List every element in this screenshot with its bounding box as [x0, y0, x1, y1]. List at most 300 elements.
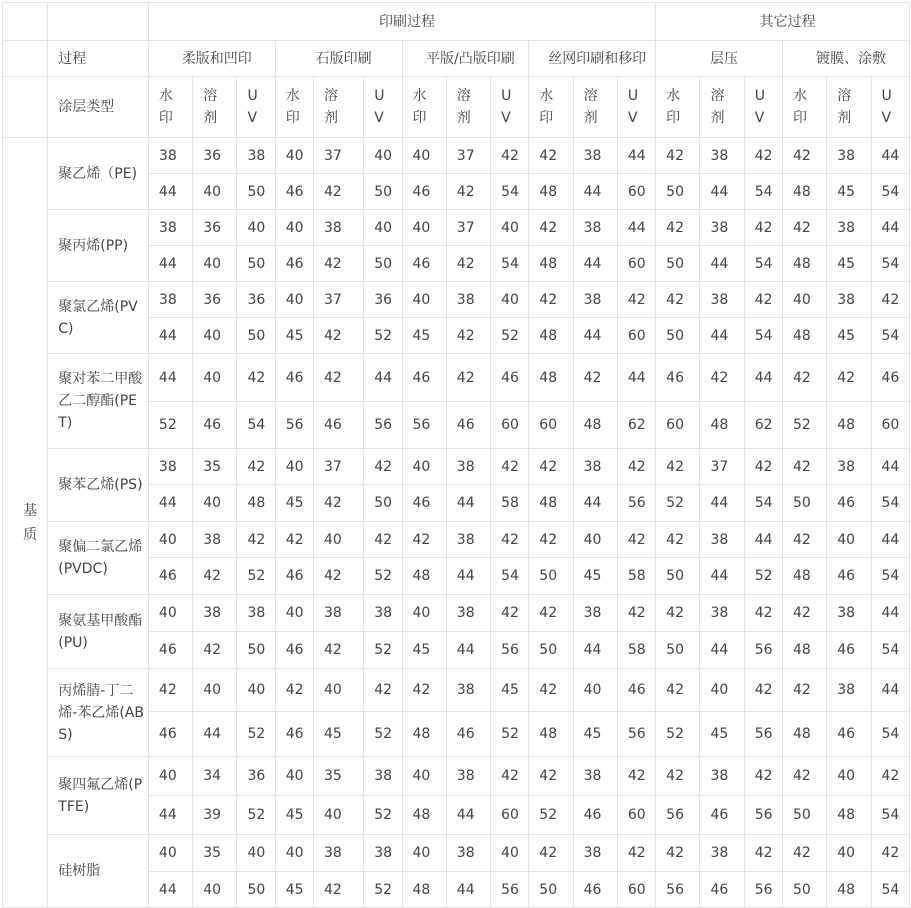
substrate-name: 聚四氟乙烯(PTFE) — [48, 757, 149, 835]
value-cell: 42 — [529, 210, 573, 246]
value-cell: 44 — [446, 796, 490, 835]
value-cell: 56 — [617, 485, 655, 522]
value-cell: 46 — [275, 246, 313, 282]
coating-type-char: 剂 — [583, 110, 598, 126]
process-header: 石版印刷 — [275, 41, 402, 77]
coating-type-label: 涂层类型 — [48, 77, 149, 138]
value-cell: 40 — [700, 669, 744, 712]
value-cell: 38 — [446, 449, 490, 485]
value-cell: 54 — [744, 485, 782, 522]
value-cell: 37 — [700, 449, 744, 485]
substrate-name: 聚乙烯（PE) — [48, 138, 149, 210]
value-cell: 54 — [491, 174, 529, 210]
value-cell: 42 — [782, 449, 826, 485]
coating-type-char: 印 — [158, 110, 173, 126]
coating-type-header — [871, 77, 909, 138]
value-cell: 37 — [313, 282, 363, 318]
table-row — [3, 282, 910, 318]
value-cell: 44 — [700, 318, 744, 354]
value-cell: 50 — [529, 558, 573, 595]
value-cell: 42 — [871, 757, 909, 796]
value-cell: 42 — [744, 210, 782, 246]
substrate-name: 硅树脂 — [48, 835, 149, 908]
value-cell: 44 — [744, 522, 782, 558]
coating-type-header — [364, 77, 402, 138]
value-cell: 44 — [700, 246, 744, 282]
value-cell: 40 — [148, 757, 192, 796]
value-cell: 54 — [744, 318, 782, 354]
coating-type-header — [744, 77, 782, 138]
value-cell: 46 — [313, 402, 363, 449]
table-row — [3, 138, 910, 174]
value-cell: 50 — [237, 872, 275, 908]
value-cell: 35 — [313, 757, 363, 796]
value-cell: 40 — [148, 835, 192, 872]
value-cell: 40 — [573, 669, 617, 712]
value-cell: 37 — [313, 138, 363, 174]
value-cell: 52 — [364, 632, 402, 669]
value-cell: 46 — [402, 485, 446, 522]
value-cell: 54 — [871, 796, 909, 835]
value-cell: 46 — [446, 712, 490, 757]
table-row — [3, 354, 910, 402]
coating-type-char: 水 — [158, 88, 173, 104]
coating-type-header — [656, 77, 700, 138]
value-cell: 46 — [700, 872, 744, 908]
value-cell: 38 — [700, 522, 744, 558]
coating-type-char: 水 — [412, 88, 427, 104]
value-cell: 52 — [364, 872, 402, 908]
value-cell: 38 — [700, 282, 744, 318]
value-cell: 46 — [193, 402, 237, 449]
value-cell: 46 — [148, 558, 192, 595]
value-cell: 42 — [782, 757, 826, 796]
value-cell: 42 — [617, 282, 655, 318]
value-cell: 40 — [402, 138, 446, 174]
value-cell: 48 — [402, 872, 446, 908]
value-cell: 40 — [193, 669, 237, 712]
value-cell: 60 — [617, 872, 655, 908]
value-cell: 35 — [193, 449, 237, 485]
value-cell: 52 — [656, 485, 700, 522]
value-cell: 40 — [275, 210, 313, 246]
value-cell: 42 — [617, 595, 655, 632]
value-cell: 40 — [193, 174, 237, 210]
value-cell: 44 — [148, 796, 192, 835]
value-cell: 42 — [529, 835, 573, 872]
printing-group-header: 印刷过程 — [148, 3, 655, 41]
coating-type-char: 印 — [539, 110, 554, 126]
value-cell: 48 — [782, 174, 826, 210]
value-cell: 40 — [313, 796, 363, 835]
value-cell: 42 — [313, 318, 363, 354]
value-cell: 44 — [148, 354, 192, 402]
value-cell: 38 — [573, 449, 617, 485]
value-cell: 38 — [446, 522, 490, 558]
value-cell: 38 — [364, 595, 402, 632]
coating-type-char: U — [374, 88, 385, 104]
value-cell: 40 — [148, 595, 192, 632]
process-header: 平版/凸版印刷 — [402, 41, 529, 77]
value-cell: 50 — [237, 318, 275, 354]
value-cell: 42 — [744, 138, 782, 174]
value-cell: 50 — [656, 632, 700, 669]
coating-type-header — [313, 77, 363, 138]
coating-type-header — [573, 77, 617, 138]
value-cell: 50 — [656, 174, 700, 210]
value-cell: 48 — [700, 402, 744, 449]
coating-type-char: 溶 — [837, 88, 852, 104]
value-cell: 54 — [744, 174, 782, 210]
header-row-coating — [3, 77, 910, 138]
value-cell: 36 — [364, 282, 402, 318]
value-cell: 42 — [402, 522, 446, 558]
value-cell: 40 — [573, 522, 617, 558]
value-cell: 54 — [871, 558, 909, 595]
value-cell: 46 — [275, 174, 313, 210]
value-cell: 48 — [402, 558, 446, 595]
value-cell: 52 — [744, 558, 782, 595]
value-cell: 48 — [529, 318, 573, 354]
value-cell: 58 — [491, 485, 529, 522]
value-cell: 52 — [148, 402, 192, 449]
value-cell: 50 — [782, 485, 826, 522]
coating-type-char: V — [247, 110, 258, 126]
value-cell: 38 — [827, 595, 871, 632]
coating-type-char: V — [754, 110, 765, 126]
value-cell: 42 — [656, 595, 700, 632]
value-cell: 40 — [491, 210, 529, 246]
value-cell: 38 — [700, 757, 744, 796]
value-cell: 38 — [148, 282, 192, 318]
value-cell: 45 — [700, 712, 744, 757]
value-cell: 38 — [193, 522, 237, 558]
value-cell: 42 — [491, 522, 529, 558]
value-cell: 44 — [573, 174, 617, 210]
value-cell: 40 — [313, 522, 363, 558]
coating-type-char: U — [627, 88, 639, 104]
value-cell: 50 — [656, 558, 700, 595]
value-cell: 40 — [402, 449, 446, 485]
coating-type-char: V — [374, 110, 384, 126]
coating-type-header — [700, 77, 744, 138]
value-cell: 42 — [446, 174, 490, 210]
value-cell: 42 — [529, 522, 573, 558]
value-cell: 44 — [617, 138, 655, 174]
value-cell: 42 — [656, 282, 700, 318]
value-cell: 38 — [827, 138, 871, 174]
value-cell: 42 — [871, 282, 909, 318]
value-cell: 44 — [871, 595, 909, 632]
value-cell: 37 — [446, 210, 490, 246]
value-cell: 38 — [827, 282, 871, 318]
value-cell: 54 — [744, 246, 782, 282]
value-cell: 50 — [364, 246, 402, 282]
value-cell: 46 — [827, 632, 871, 669]
coating-type-header — [237, 77, 275, 138]
value-cell: 44 — [617, 354, 655, 402]
value-cell: 38 — [148, 210, 192, 246]
value-cell: 37 — [313, 449, 363, 485]
value-cell: 42 — [237, 449, 275, 485]
corner-cell — [3, 3, 48, 41]
value-cell: 42 — [656, 449, 700, 485]
value-cell: 38 — [237, 138, 275, 174]
value-cell: 44 — [573, 485, 617, 522]
value-cell: 52 — [491, 712, 529, 757]
substrate-name: 聚氨基甲酸酯(PU) — [48, 595, 149, 669]
value-cell: 48 — [529, 354, 573, 402]
table-row — [3, 595, 910, 632]
value-cell: 52 — [364, 712, 402, 757]
value-cell: 50 — [237, 246, 275, 282]
value-cell: 52 — [237, 558, 275, 595]
value-cell: 46 — [617, 669, 655, 712]
value-cell: 44 — [871, 669, 909, 712]
corner-cell — [48, 3, 149, 41]
value-cell: 42 — [529, 757, 573, 796]
value-cell: 38 — [573, 757, 617, 796]
coating-type-char: U — [881, 88, 892, 104]
value-cell: 38 — [148, 138, 192, 174]
value-cell: 50 — [656, 318, 700, 354]
value-cell: 46 — [275, 354, 313, 402]
value-cell: 56 — [744, 712, 782, 757]
value-cell: 54 — [871, 712, 909, 757]
value-cell: 40 — [827, 757, 871, 796]
value-cell: 44 — [446, 558, 490, 595]
value-cell: 45 — [827, 174, 871, 210]
value-cell: 42 — [700, 354, 744, 402]
value-cell: 38 — [364, 757, 402, 796]
coating-type-char: V — [881, 110, 892, 126]
value-cell: 38 — [573, 282, 617, 318]
value-cell: 52 — [529, 796, 573, 835]
value-cell: 45 — [313, 712, 363, 757]
value-cell: 40 — [193, 872, 237, 908]
value-cell: 56 — [491, 632, 529, 669]
substrate-name: 聚氯乙烯(PVC) — [48, 282, 149, 354]
value-cell: 52 — [491, 318, 529, 354]
value-cell: 42 — [529, 449, 573, 485]
value-cell: 46 — [275, 712, 313, 757]
value-cell: 44 — [573, 318, 617, 354]
value-cell: 50 — [782, 796, 826, 835]
value-cell: 44 — [148, 246, 192, 282]
value-cell: 46 — [446, 402, 490, 449]
value-cell: 56 — [744, 632, 782, 669]
coating-type-header — [827, 77, 871, 138]
value-cell: 44 — [700, 632, 744, 669]
value-cell: 45 — [491, 669, 529, 712]
value-cell: 52 — [782, 402, 826, 449]
coating-type-char: 印 — [412, 110, 427, 126]
coating-type-char: 剂 — [710, 110, 725, 126]
value-cell: 38 — [193, 595, 237, 632]
value-cell: 38 — [700, 138, 744, 174]
value-cell: 62 — [744, 402, 782, 449]
table-row — [3, 210, 910, 246]
coating-type-char: 水 — [666, 88, 681, 104]
coating-type-header — [617, 77, 655, 138]
value-cell: 42 — [782, 210, 826, 246]
value-cell: 45 — [402, 632, 446, 669]
value-cell: 35 — [193, 835, 237, 872]
value-cell: 54 — [871, 872, 909, 908]
value-cell: 45 — [275, 796, 313, 835]
value-cell: 46 — [573, 872, 617, 908]
value-cell: 44 — [871, 210, 909, 246]
value-cell: 60 — [617, 174, 655, 210]
value-cell: 42 — [656, 669, 700, 712]
value-cell: 52 — [364, 318, 402, 354]
value-cell: 46 — [656, 354, 700, 402]
value-cell: 38 — [827, 449, 871, 485]
value-cell: 42 — [364, 522, 402, 558]
value-cell: 50 — [237, 174, 275, 210]
value-cell: 42 — [313, 354, 363, 402]
value-cell: 42 — [313, 246, 363, 282]
value-cell: 38 — [446, 757, 490, 796]
value-cell: 42 — [313, 174, 363, 210]
value-cell: 42 — [491, 449, 529, 485]
value-cell: 48 — [782, 712, 826, 757]
value-cell: 40 — [402, 835, 446, 872]
value-cell: 52 — [364, 796, 402, 835]
value-cell: 44 — [700, 174, 744, 210]
value-cell: 42 — [148, 669, 192, 712]
value-cell: 56 — [656, 872, 700, 908]
coating-type-char: U — [501, 88, 512, 104]
value-cell: 40 — [827, 835, 871, 872]
coating-type-char: 印 — [666, 110, 681, 126]
value-cell: 46 — [275, 558, 313, 595]
table-row — [3, 522, 910, 558]
corner-cell — [3, 41, 48, 77]
value-cell: 38 — [446, 669, 490, 712]
value-cell: 52 — [364, 558, 402, 595]
value-cell: 40 — [313, 669, 363, 712]
value-cell: 46 — [402, 246, 446, 282]
table-row — [3, 757, 910, 796]
value-cell: 44 — [871, 138, 909, 174]
value-cell: 46 — [402, 354, 446, 402]
value-cell: 40 — [402, 757, 446, 796]
value-cell: 42 — [617, 449, 655, 485]
value-cell: 48 — [529, 174, 573, 210]
value-cell: 42 — [446, 246, 490, 282]
value-cell: 42 — [364, 449, 402, 485]
value-cell: 38 — [148, 449, 192, 485]
value-cell: 56 — [275, 402, 313, 449]
substrate-name: 丙烯腈-丁二烯-苯乙烯(ABS) — [48, 669, 149, 757]
value-cell: 42 — [656, 138, 700, 174]
value-cell: 54 — [871, 174, 909, 210]
coating-type-char: 水 — [539, 88, 554, 104]
coating-type-header — [148, 77, 192, 138]
process-header: 丝网印刷和移印 — [529, 41, 656, 77]
value-cell: 48 — [529, 246, 573, 282]
value-cell: 40 — [193, 246, 237, 282]
value-cell: 44 — [700, 485, 744, 522]
side-label-char: 质 — [23, 526, 38, 543]
value-cell: 38 — [313, 835, 363, 872]
value-cell: 40 — [148, 522, 192, 558]
coating-type-char: 剂 — [456, 110, 471, 126]
value-cell: 42 — [744, 595, 782, 632]
value-cell: 48 — [402, 712, 446, 757]
coating-type-char: 溶 — [710, 88, 725, 104]
value-cell: 42 — [782, 669, 826, 712]
value-cell: 36 — [237, 282, 275, 318]
value-cell: 40 — [193, 354, 237, 402]
value-cell: 42 — [744, 669, 782, 712]
value-cell: 42 — [617, 757, 655, 796]
value-cell: 44 — [148, 174, 192, 210]
value-cell: 50 — [237, 632, 275, 669]
value-cell: 52 — [237, 796, 275, 835]
value-cell: 42 — [529, 282, 573, 318]
coating-type-header — [446, 77, 490, 138]
value-cell: 44 — [446, 872, 490, 908]
value-cell: 48 — [573, 402, 617, 449]
value-cell: 60 — [491, 402, 529, 449]
value-cell: 38 — [313, 210, 363, 246]
value-cell: 40 — [237, 835, 275, 872]
coating-type-char: U — [754, 88, 765, 104]
corner-cell — [3, 77, 48, 138]
value-cell: 60 — [529, 402, 573, 449]
header-row-groups — [3, 3, 910, 41]
value-cell: 45 — [827, 318, 871, 354]
value-cell: 42 — [744, 835, 782, 872]
substrate-side-label — [3, 138, 48, 908]
coating-type-char: 剂 — [203, 110, 218, 126]
value-cell: 40 — [402, 282, 446, 318]
value-cell: 44 — [573, 246, 617, 282]
value-cell: 42 — [617, 835, 655, 872]
value-cell: 42 — [193, 558, 237, 595]
value-cell: 44 — [871, 449, 909, 485]
coating-type-char: 剂 — [837, 110, 852, 126]
value-cell: 44 — [700, 558, 744, 595]
header-row-processes — [3, 41, 910, 77]
value-cell: 42 — [364, 669, 402, 712]
value-cell: 46 — [827, 485, 871, 522]
value-cell: 40 — [193, 318, 237, 354]
value-cell: 60 — [491, 796, 529, 835]
value-cell: 36 — [237, 757, 275, 796]
value-cell: 48 — [827, 796, 871, 835]
coating-type-header — [275, 77, 313, 138]
value-cell: 36 — [193, 138, 237, 174]
coating-type-header — [402, 77, 446, 138]
value-cell: 56 — [364, 402, 402, 449]
value-cell: 44 — [148, 318, 192, 354]
value-cell: 46 — [871, 354, 909, 402]
value-cell: 42 — [782, 595, 826, 632]
value-cell: 42 — [656, 835, 700, 872]
value-cell: 40 — [237, 669, 275, 712]
value-cell: 42 — [446, 354, 490, 402]
value-cell: 40 — [827, 522, 871, 558]
coating-type-char: 溶 — [456, 88, 471, 104]
value-cell: 40 — [491, 282, 529, 318]
value-cell: 60 — [656, 402, 700, 449]
value-cell: 42 — [782, 354, 826, 402]
value-cell: 42 — [529, 669, 573, 712]
value-cell: 39 — [193, 796, 237, 835]
